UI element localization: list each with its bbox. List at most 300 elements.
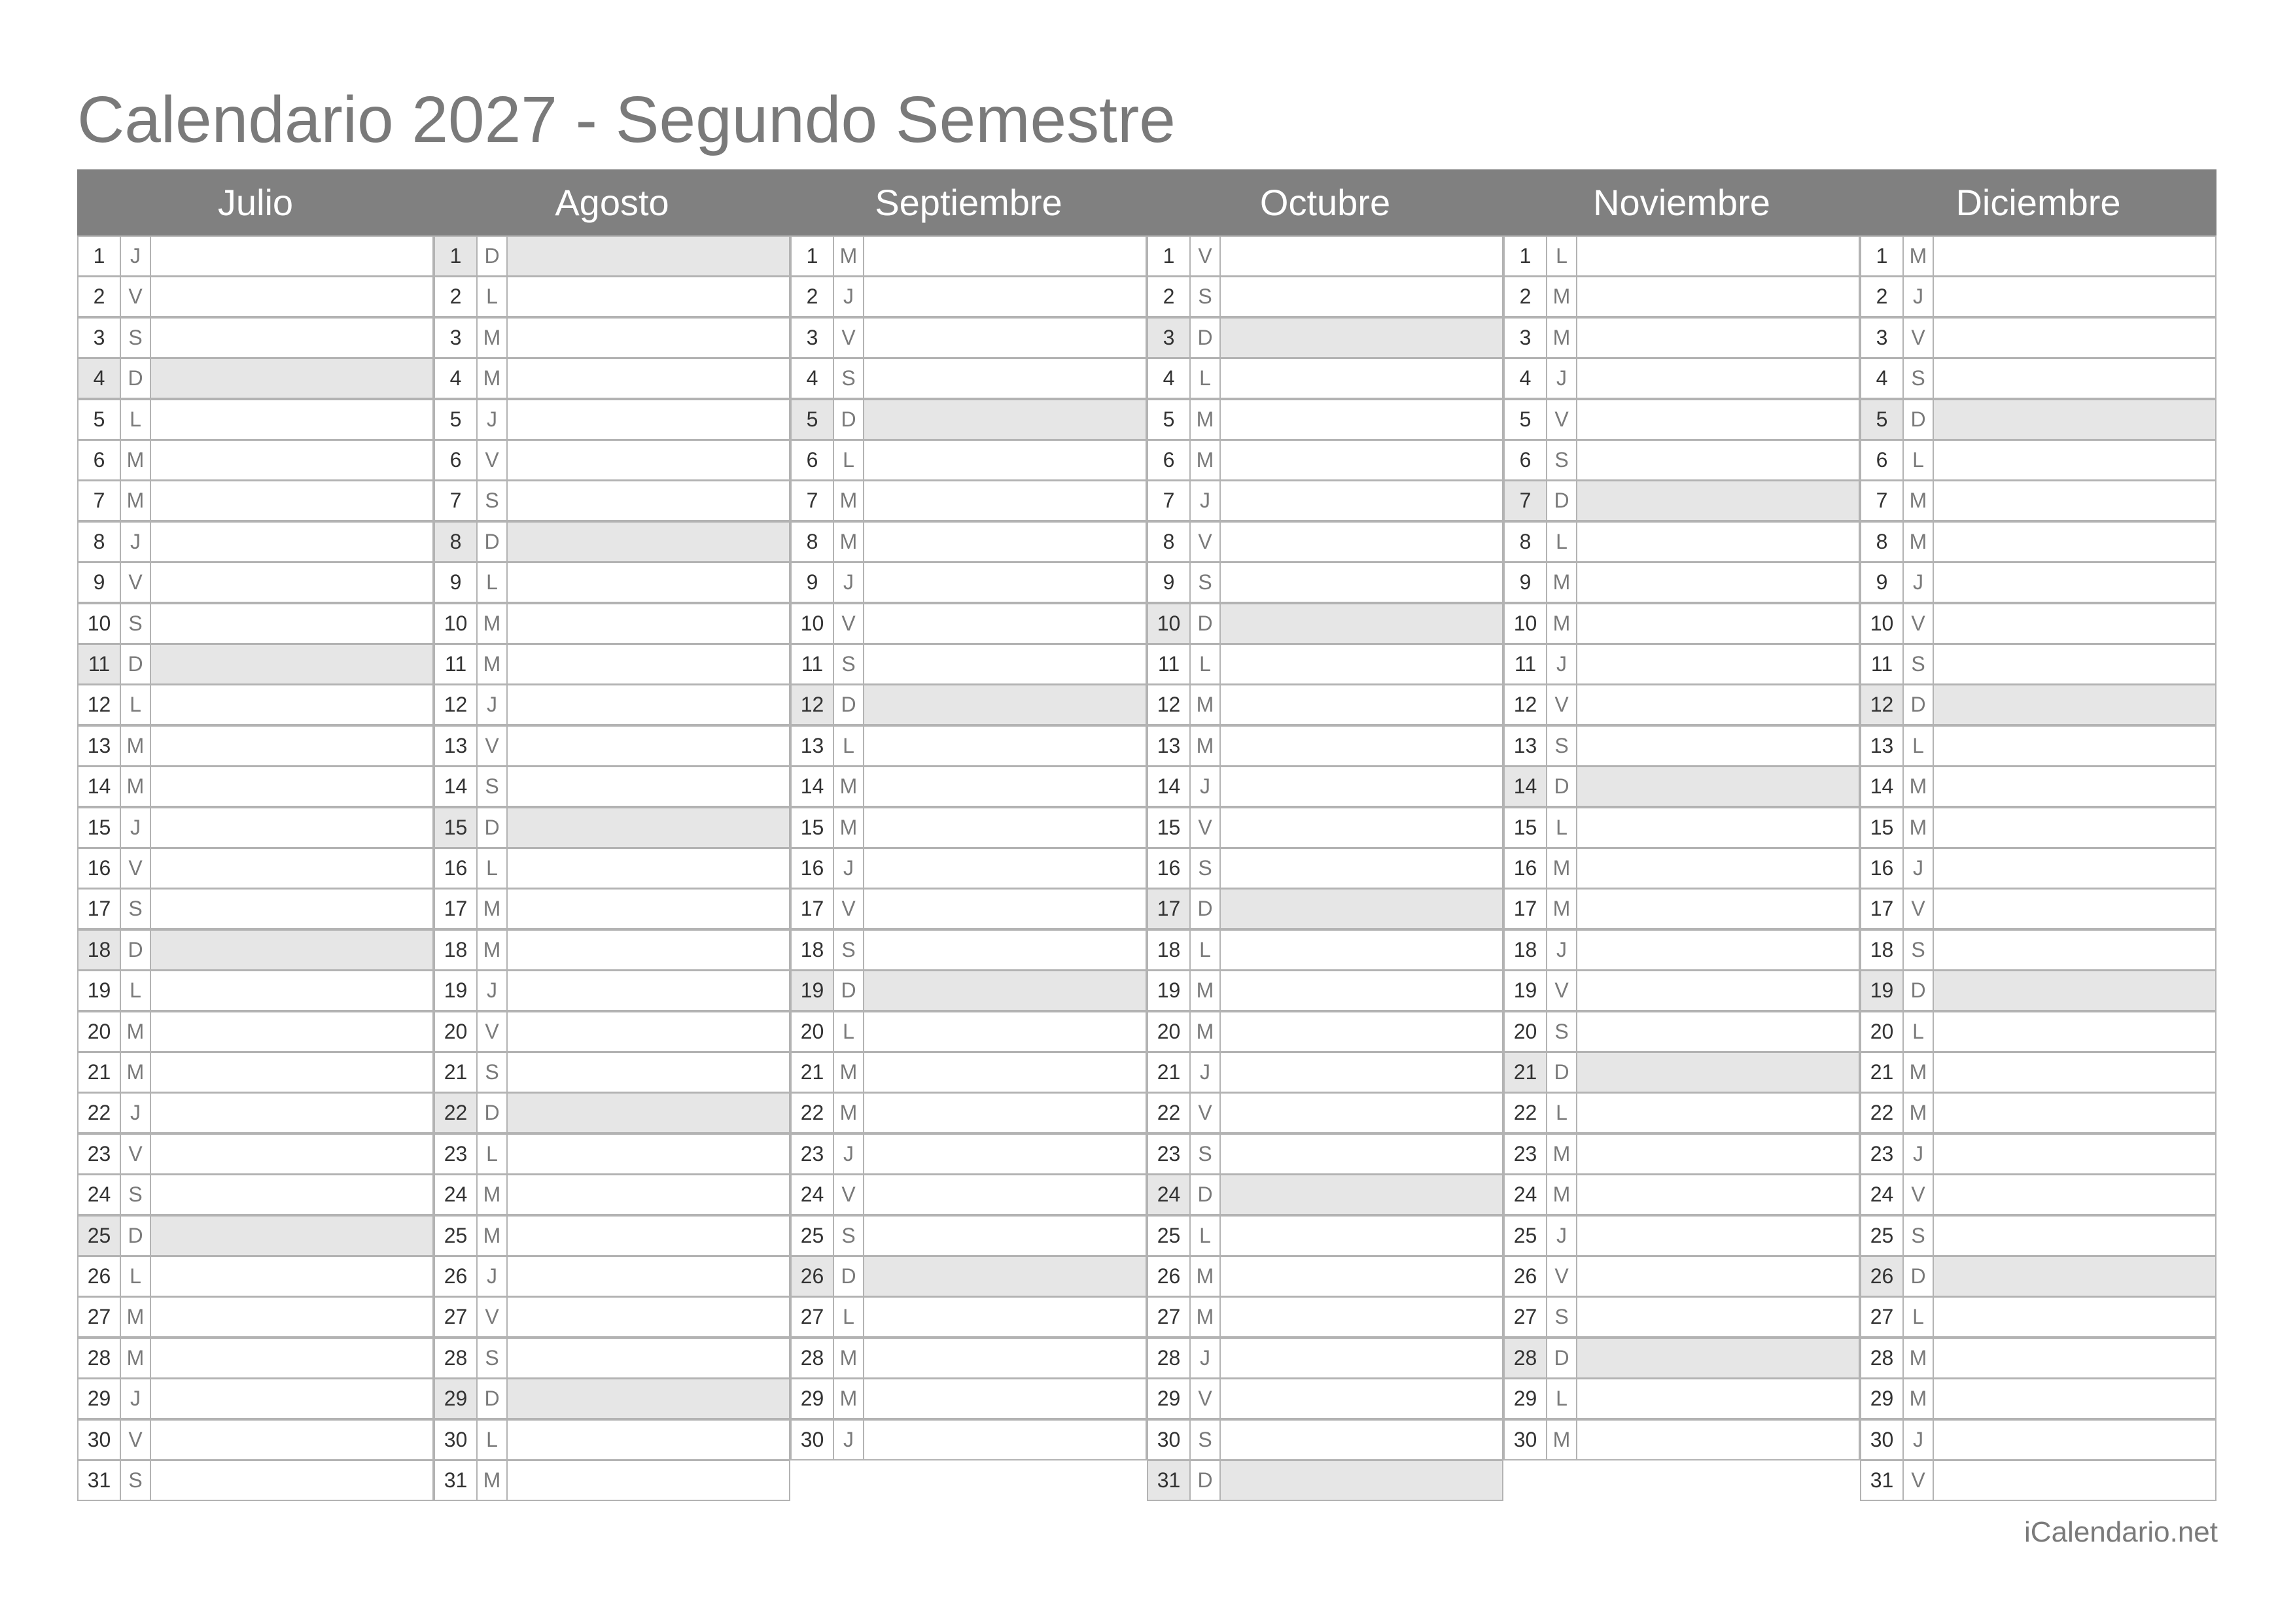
day-row[interactable] — [1860, 1133, 2216, 1175]
note-cell[interactable] — [151, 971, 432, 1010]
day-row[interactable] — [434, 725, 790, 767]
note-cell[interactable] — [1577, 890, 1859, 928]
day-row[interactable] — [790, 480, 1147, 521]
note-cell[interactable] — [1221, 1135, 1502, 1173]
note-cell[interactable] — [1221, 481, 1502, 520]
day-row[interactable] — [77, 1133, 434, 1175]
day-row[interactable] — [790, 235, 1147, 277]
note-cell[interactable] — [151, 523, 432, 561]
note-cell[interactable] — [1934, 808, 2215, 847]
day-row[interactable] — [77, 276, 434, 317]
day-row[interactable] — [77, 235, 434, 277]
note-cell[interactable] — [1934, 481, 2215, 520]
note-cell[interactable] — [1934, 1421, 2215, 1459]
note-cell[interactable] — [1221, 931, 1502, 969]
note-cell[interactable] — [1221, 645, 1502, 683]
note-cell[interactable] — [1221, 1421, 1502, 1459]
note-cell[interactable] — [151, 1379, 432, 1418]
note-cell[interactable] — [1221, 767, 1502, 806]
note-cell[interactable] — [1577, 971, 1859, 1010]
note-cell[interactable] — [151, 1461, 432, 1500]
day-row[interactable] — [77, 1052, 434, 1093]
day-row[interactable] — [1147, 1296, 1503, 1338]
note-cell[interactable] — [1577, 849, 1859, 888]
note-cell[interactable] — [151, 1257, 432, 1296]
note-cell[interactable] — [1934, 727, 2215, 765]
note-cell[interactable] — [508, 1421, 789, 1459]
day-row[interactable] — [1147, 480, 1503, 521]
day-row[interactable] — [1503, 684, 1860, 725]
note-cell[interactable] — [151, 685, 432, 724]
note-cell[interactable] — [508, 685, 789, 724]
day-row[interactable] — [77, 1296, 434, 1338]
note-cell[interactable] — [1221, 849, 1502, 888]
day-row[interactable] — [1147, 399, 1503, 440]
day-row[interactable] — [1503, 725, 1860, 767]
note-cell[interactable] — [151, 1339, 432, 1377]
note-cell[interactable] — [508, 931, 789, 969]
day-row[interactable] — [434, 1378, 790, 1419]
day-row[interactable] — [77, 970, 434, 1011]
note-cell[interactable] — [151, 481, 432, 520]
note-cell[interactable] — [1934, 1298, 2215, 1336]
note-cell[interactable] — [1934, 645, 2215, 683]
day-row[interactable] — [790, 1378, 1147, 1419]
note-cell[interactable] — [508, 849, 789, 888]
note-cell[interactable] — [151, 1135, 432, 1173]
day-row[interactable] — [77, 644, 434, 685]
day-row[interactable] — [790, 970, 1147, 1011]
day-row[interactable] — [1503, 399, 1860, 440]
note-cell[interactable] — [864, 1298, 1146, 1336]
day-row[interactable] — [1503, 1378, 1860, 1419]
note-cell[interactable] — [864, 767, 1146, 806]
day-row[interactable] — [1860, 1460, 2216, 1501]
day-row[interactable] — [434, 1419, 790, 1460]
note-cell[interactable] — [151, 1217, 432, 1255]
day-row[interactable] — [1503, 603, 1860, 644]
note-cell[interactable] — [508, 1175, 789, 1214]
day-row[interactable] — [790, 725, 1147, 767]
day-row[interactable] — [1147, 1133, 1503, 1175]
note-cell[interactable] — [1221, 890, 1502, 928]
note-cell[interactable] — [1934, 277, 2215, 316]
day-row[interactable] — [434, 848, 790, 889]
day-row[interactable] — [1147, 521, 1503, 562]
day-row[interactable] — [1147, 929, 1503, 971]
note-cell[interactable] — [1934, 890, 2215, 928]
day-row[interactable] — [434, 480, 790, 521]
note-cell[interactable] — [1577, 481, 1859, 520]
note-cell[interactable] — [864, 523, 1146, 561]
note-cell[interactable] — [1221, 1094, 1502, 1132]
day-row[interactable] — [434, 1133, 790, 1175]
day-row[interactable] — [77, 1011, 434, 1052]
day-row[interactable] — [1860, 1215, 2216, 1256]
note-cell[interactable] — [1577, 1257, 1859, 1296]
day-row[interactable] — [1503, 1011, 1860, 1052]
note-cell[interactable] — [1221, 808, 1502, 847]
note-cell[interactable] — [864, 604, 1146, 643]
day-row[interactable] — [790, 1011, 1147, 1052]
day-row[interactable] — [77, 848, 434, 889]
note-cell[interactable] — [864, 727, 1146, 765]
note-cell[interactable] — [864, 481, 1146, 520]
day-row[interactable] — [77, 1460, 434, 1501]
note-cell[interactable] — [1221, 1461, 1502, 1500]
day-row[interactable] — [77, 1256, 434, 1297]
day-row[interactable] — [1860, 235, 2216, 277]
day-row[interactable] — [790, 562, 1147, 603]
note-cell[interactable] — [1577, 523, 1859, 561]
day-row[interactable] — [1503, 317, 1860, 358]
note-cell[interactable] — [508, 808, 789, 847]
day-row[interactable] — [790, 276, 1147, 317]
day-row[interactable] — [790, 1419, 1147, 1460]
note-cell[interactable] — [864, 1379, 1146, 1418]
note-cell[interactable] — [151, 931, 432, 969]
note-cell[interactable] — [1934, 237, 2215, 275]
note-cell[interactable] — [864, 1012, 1146, 1051]
day-row[interactable] — [434, 399, 790, 440]
day-row[interactable] — [1860, 807, 2216, 848]
note-cell[interactable] — [1577, 237, 1859, 275]
day-row[interactable] — [1860, 766, 2216, 807]
note-cell[interactable] — [864, 1053, 1146, 1092]
note-cell[interactable] — [1577, 400, 1859, 439]
day-row[interactable] — [1147, 235, 1503, 277]
note-cell[interactable] — [1221, 237, 1502, 275]
day-row[interactable] — [790, 1174, 1147, 1215]
day-row[interactable] — [434, 1011, 790, 1052]
day-row[interactable] — [790, 1338, 1147, 1379]
note-cell[interactable] — [1221, 1298, 1502, 1336]
day-row[interactable] — [1503, 1296, 1860, 1338]
note-cell[interactable] — [151, 277, 432, 316]
day-row[interactable] — [434, 1338, 790, 1379]
day-row[interactable] — [1503, 929, 1860, 971]
day-row[interactable] — [1503, 807, 1860, 848]
day-row[interactable] — [790, 684, 1147, 725]
note-cell[interactable] — [864, 890, 1146, 928]
day-row[interactable] — [790, 1092, 1147, 1133]
day-row[interactable] — [1860, 1174, 2216, 1215]
day-row[interactable] — [790, 1052, 1147, 1093]
day-row[interactable] — [434, 644, 790, 685]
note-cell[interactable] — [508, 971, 789, 1010]
day-row[interactable] — [790, 1256, 1147, 1297]
day-row[interactable] — [434, 562, 790, 603]
day-row[interactable] — [1147, 1174, 1503, 1215]
note-cell[interactable] — [508, 1339, 789, 1377]
day-row[interactable] — [77, 358, 434, 399]
day-row[interactable] — [77, 929, 434, 971]
day-row[interactable] — [434, 1256, 790, 1297]
day-row[interactable] — [1147, 766, 1503, 807]
note-cell[interactable] — [151, 849, 432, 888]
note-cell[interactable] — [1577, 931, 1859, 969]
day-row[interactable] — [77, 725, 434, 767]
note-cell[interactable] — [864, 931, 1146, 969]
day-row[interactable] — [1503, 1338, 1860, 1379]
day-row[interactable] — [434, 1092, 790, 1133]
day-row[interactable] — [77, 1092, 434, 1133]
day-row[interactable] — [1860, 1256, 2216, 1297]
day-row[interactable] — [1860, 480, 2216, 521]
day-row[interactable] — [1860, 603, 2216, 644]
note-cell[interactable] — [508, 1379, 789, 1418]
day-row[interactable] — [1860, 644, 2216, 685]
day-row[interactable] — [1860, 970, 2216, 1011]
day-row[interactable] — [434, 1296, 790, 1338]
note-cell[interactable] — [508, 319, 789, 357]
note-cell[interactable] — [864, 645, 1146, 683]
note-cell[interactable] — [151, 604, 432, 643]
day-row[interactable] — [1860, 562, 2216, 603]
day-row[interactable] — [77, 603, 434, 644]
note-cell[interactable] — [864, 400, 1146, 439]
note-cell[interactable] — [1934, 1461, 2215, 1500]
day-row[interactable] — [1147, 1419, 1503, 1460]
note-cell[interactable] — [1934, 1094, 2215, 1132]
note-cell[interactable] — [864, 971, 1146, 1010]
day-row[interactable] — [1503, 1174, 1860, 1215]
note-cell[interactable] — [1577, 359, 1859, 398]
note-cell[interactable] — [151, 441, 432, 479]
note-cell[interactable] — [864, 359, 1146, 398]
day-row[interactable] — [434, 440, 790, 481]
day-row[interactable] — [434, 235, 790, 277]
day-row[interactable] — [1147, 1460, 1503, 1501]
note-cell[interactable] — [151, 1012, 432, 1051]
note-cell[interactable] — [151, 563, 432, 602]
note-cell[interactable] — [508, 441, 789, 479]
day-row[interactable] — [1147, 317, 1503, 358]
day-row[interactable] — [790, 603, 1147, 644]
day-row[interactable] — [434, 888, 790, 929]
day-row[interactable] — [77, 1419, 434, 1460]
note-cell[interactable] — [508, 277, 789, 316]
note-cell[interactable] — [151, 1298, 432, 1336]
note-cell[interactable] — [1221, 727, 1502, 765]
note-cell[interactable] — [1577, 1339, 1859, 1377]
day-row[interactable] — [1503, 562, 1860, 603]
day-row[interactable] — [77, 521, 434, 562]
note-cell[interactable] — [1221, 1339, 1502, 1377]
day-row[interactable] — [1860, 929, 2216, 971]
note-cell[interactable] — [864, 237, 1146, 275]
day-row[interactable] — [1147, 1338, 1503, 1379]
day-row[interactable] — [1503, 970, 1860, 1011]
note-cell[interactable] — [864, 441, 1146, 479]
day-row[interactable] — [1147, 684, 1503, 725]
day-row[interactable] — [1860, 1338, 2216, 1379]
note-cell[interactable] — [864, 1421, 1146, 1459]
note-cell[interactable] — [1577, 1175, 1859, 1214]
note-cell[interactable] — [1221, 359, 1502, 398]
day-row[interactable] — [434, 807, 790, 848]
note-cell[interactable] — [508, 1012, 789, 1051]
day-row[interactable] — [790, 317, 1147, 358]
day-row[interactable] — [790, 1296, 1147, 1338]
day-row[interactable] — [1503, 1419, 1860, 1460]
day-row[interactable] — [77, 562, 434, 603]
day-row[interactable] — [1503, 480, 1860, 521]
note-cell[interactable] — [1577, 441, 1859, 479]
day-row[interactable] — [1147, 1378, 1503, 1419]
day-row[interactable] — [434, 1215, 790, 1256]
note-cell[interactable] — [1577, 1012, 1859, 1051]
day-row[interactable] — [1503, 644, 1860, 685]
note-cell[interactable] — [1221, 1257, 1502, 1296]
note-cell[interactable] — [1577, 1053, 1859, 1092]
note-cell[interactable] — [1221, 441, 1502, 479]
day-row[interactable] — [1147, 358, 1503, 399]
note-cell[interactable] — [508, 1461, 789, 1500]
day-row[interactable] — [434, 603, 790, 644]
day-row[interactable] — [1147, 1256, 1503, 1297]
day-row[interactable] — [77, 440, 434, 481]
note-cell[interactable] — [151, 645, 432, 683]
note-cell[interactable] — [1221, 1175, 1502, 1214]
note-cell[interactable] — [151, 1094, 432, 1132]
day-row[interactable] — [1147, 807, 1503, 848]
day-row[interactable] — [1860, 358, 2216, 399]
note-cell[interactable] — [1221, 400, 1502, 439]
day-row[interactable] — [1860, 440, 2216, 481]
note-cell[interactable] — [1934, 931, 2215, 969]
day-row[interactable] — [790, 644, 1147, 685]
note-cell[interactable] — [151, 319, 432, 357]
note-cell[interactable] — [151, 727, 432, 765]
day-row[interactable] — [1860, 1092, 2216, 1133]
note-cell[interactable] — [1577, 727, 1859, 765]
note-cell[interactable] — [1221, 1053, 1502, 1092]
day-row[interactable] — [1860, 1011, 2216, 1052]
note-cell[interactable] — [151, 359, 432, 398]
day-row[interactable] — [1147, 888, 1503, 929]
note-cell[interactable] — [151, 1053, 432, 1092]
day-row[interactable] — [1503, 848, 1860, 889]
day-row[interactable] — [1503, 440, 1860, 481]
day-row[interactable] — [1860, 521, 2216, 562]
day-row[interactable] — [434, 276, 790, 317]
note-cell[interactable] — [1577, 277, 1859, 316]
day-row[interactable] — [1503, 276, 1860, 317]
note-cell[interactable] — [864, 685, 1146, 724]
note-cell[interactable] — [864, 1094, 1146, 1132]
day-row[interactable] — [1147, 970, 1503, 1011]
day-row[interactable] — [1860, 317, 2216, 358]
note-cell[interactable] — [1221, 971, 1502, 1010]
note-cell[interactable] — [508, 1135, 789, 1173]
note-cell[interactable] — [508, 727, 789, 765]
day-row[interactable] — [1503, 1133, 1860, 1175]
note-cell[interactable] — [1934, 1175, 2215, 1214]
day-row[interactable] — [1147, 562, 1503, 603]
day-row[interactable] — [77, 1338, 434, 1379]
note-cell[interactable] — [1577, 808, 1859, 847]
note-cell[interactable] — [151, 767, 432, 806]
note-cell[interactable] — [864, 1217, 1146, 1255]
day-row[interactable] — [434, 1174, 790, 1215]
note-cell[interactable] — [1934, 523, 2215, 561]
note-cell[interactable] — [1934, 319, 2215, 357]
day-row[interactable] — [790, 1215, 1147, 1256]
day-row[interactable] — [77, 888, 434, 929]
note-cell[interactable] — [864, 808, 1146, 847]
day-row[interactable] — [1503, 888, 1860, 929]
day-row[interactable] — [1503, 235, 1860, 277]
day-row[interactable] — [790, 358, 1147, 399]
day-row[interactable] — [77, 480, 434, 521]
day-row[interactable] — [434, 358, 790, 399]
note-cell[interactable] — [508, 563, 789, 602]
day-row[interactable] — [77, 684, 434, 725]
note-cell[interactable] — [864, 277, 1146, 316]
day-row[interactable] — [1147, 1052, 1503, 1093]
note-cell[interactable] — [1934, 1135, 2215, 1173]
day-row[interactable] — [790, 848, 1147, 889]
day-row[interactable] — [1503, 521, 1860, 562]
note-cell[interactable] — [1577, 563, 1859, 602]
day-row[interactable] — [1860, 1296, 2216, 1338]
day-row[interactable] — [1147, 644, 1503, 685]
day-row[interactable] — [1147, 1092, 1503, 1133]
day-row[interactable] — [77, 766, 434, 807]
day-row[interactable] — [790, 807, 1147, 848]
note-cell[interactable] — [508, 1257, 789, 1296]
day-row[interactable] — [1503, 358, 1860, 399]
note-cell[interactable] — [1577, 1217, 1859, 1255]
note-cell[interactable] — [1221, 523, 1502, 561]
note-cell[interactable] — [1221, 604, 1502, 643]
day-row[interactable] — [77, 807, 434, 848]
day-row[interactable] — [1147, 440, 1503, 481]
note-cell[interactable] — [1934, 441, 2215, 479]
day-row[interactable] — [790, 521, 1147, 562]
note-cell[interactable] — [1934, 604, 2215, 643]
note-cell[interactable] — [508, 1298, 789, 1336]
note-cell[interactable] — [151, 1175, 432, 1214]
note-cell[interactable] — [1221, 1379, 1502, 1418]
day-row[interactable] — [1503, 766, 1860, 807]
day-row[interactable] — [77, 317, 434, 358]
note-cell[interactable] — [1934, 767, 2215, 806]
day-row[interactable] — [77, 1378, 434, 1419]
day-row[interactable] — [1147, 1215, 1503, 1256]
note-cell[interactable] — [508, 890, 789, 928]
day-row[interactable] — [1147, 276, 1503, 317]
note-cell[interactable] — [508, 1053, 789, 1092]
note-cell[interactable] — [508, 1094, 789, 1132]
day-row[interactable] — [77, 1215, 434, 1256]
day-row[interactable] — [790, 888, 1147, 929]
day-row[interactable] — [434, 929, 790, 971]
day-row[interactable] — [1860, 1052, 2216, 1093]
note-cell[interactable] — [508, 400, 789, 439]
note-cell[interactable] — [864, 1135, 1146, 1173]
day-row[interactable] — [77, 399, 434, 440]
note-cell[interactable] — [1934, 971, 2215, 1010]
note-cell[interactable] — [1934, 1257, 2215, 1296]
note-cell[interactable] — [1577, 1298, 1859, 1336]
day-row[interactable] — [434, 684, 790, 725]
day-row[interactable] — [434, 317, 790, 358]
note-cell[interactable] — [1934, 563, 2215, 602]
note-cell[interactable] — [1577, 767, 1859, 806]
note-cell[interactable] — [1577, 604, 1859, 643]
